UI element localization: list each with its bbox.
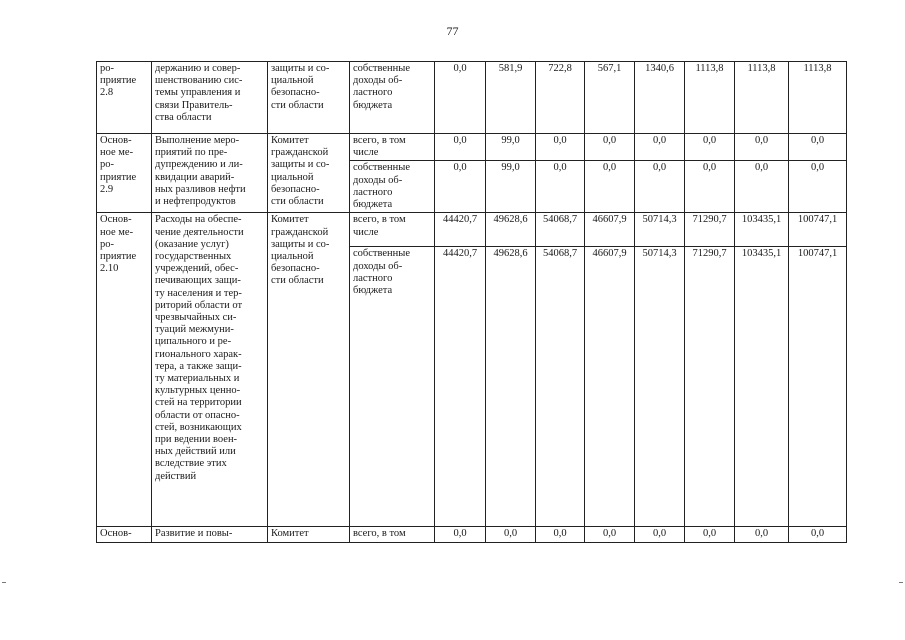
- amount-cell: 0,0: [635, 527, 685, 543]
- amount-cell: 99,0: [486, 134, 536, 161]
- executor-cell: Комитет гражданской защиты и со- циальной безопасно- сти области: [268, 213, 350, 527]
- measure-code-cell: ро- приятие 2.8: [97, 62, 152, 134]
- amount-cell: 100747,1: [789, 247, 847, 527]
- amount-cell: 0,0: [536, 161, 585, 213]
- executor-cell: Комитет: [268, 527, 350, 543]
- amount-cell: 103435,1: [735, 247, 789, 527]
- table-row: [97, 527, 847, 543]
- amount-cell: 1113,8: [789, 62, 847, 134]
- amount-cell: 0,0: [585, 134, 635, 161]
- amount-cell: 0,0: [435, 134, 486, 161]
- budget-table: [96, 61, 847, 543]
- amount-cell: 0,0: [435, 527, 486, 543]
- amount-cell: 0,0: [435, 161, 486, 213]
- table-row: [97, 134, 847, 161]
- measure-name-cell: Развитие и повы-: [152, 527, 268, 543]
- funding-source-cell: всего, в том числе: [350, 134, 435, 161]
- amount-cell: 0,0: [685, 134, 735, 161]
- scan-mark-right: [899, 582, 903, 583]
- amount-cell: 46607,9: [585, 213, 635, 247]
- amount-cell: 99,0: [486, 161, 536, 213]
- amount-cell: 54068,7: [536, 247, 585, 527]
- executor-cell: защиты и со- циальной безопасно- сти области: [268, 62, 350, 134]
- amount-cell: 0,0: [635, 134, 685, 161]
- amount-cell: 71290,7: [685, 247, 735, 527]
- funding-source-cell: всего, в том: [350, 527, 435, 543]
- measure-code-cell: Основ- ное ме- ро- приятие 2.9: [97, 134, 152, 213]
- amount-cell: 1340,6: [635, 62, 685, 134]
- amount-cell: 0,0: [789, 527, 847, 543]
- page-number: 77: [446, 24, 459, 38]
- amount-cell: 581,9: [486, 62, 536, 134]
- measure-name-cell: держанию и совер- шенствованию сис- темы управления и связи Правитель- ства области: [152, 62, 268, 134]
- amount-cell: 0,0: [789, 134, 847, 161]
- funding-source-cell: собственные доходы об- ластного бюджета: [350, 62, 435, 134]
- amount-cell: 0,0: [435, 62, 486, 134]
- amount-cell: 567,1: [585, 62, 635, 134]
- amount-cell: 0,0: [735, 134, 789, 161]
- table-row: [97, 62, 847, 134]
- funding-source-cell: всего, в том числе: [350, 213, 435, 247]
- amount-cell: 49628,6: [486, 213, 536, 247]
- amount-cell: 54068,7: [536, 213, 585, 247]
- amount-cell: 0,0: [685, 527, 735, 543]
- amount-cell: 1113,8: [735, 62, 789, 134]
- amount-cell: 0,0: [735, 527, 789, 543]
- measure-code-cell: Основ- ное ме- ро- приятие 2.10: [97, 213, 152, 527]
- amount-cell: 0,0: [685, 161, 735, 213]
- measure-code-cell: Основ-: [97, 527, 152, 543]
- funding-source-cell: собственные доходы об- ластного бюджета: [350, 161, 435, 213]
- table-row: [97, 213, 847, 247]
- measure-name-cell: Расходы на обеспе- чение деятельности (оказание услуг) государственных учреждений, обес- печивающих защи- ту населения и тер- риторий области от чрезвычайных си- туаций межмуни- ципального и ре- гионального харак- тера, а также защи- ту материальных и культурных ценно- стей на территории области от опасно- стей, возникающих при ведении воен- ных действий или вследствие этих действий: [152, 213, 268, 527]
- amount-cell: 0,0: [635, 161, 685, 213]
- amount-cell: 71290,7: [685, 213, 735, 247]
- amount-cell: 0,0: [585, 161, 635, 213]
- amount-cell: 46607,9: [585, 247, 635, 527]
- amount-cell: 1113,8: [685, 62, 735, 134]
- executor-cell: Комитет гражданской защиты и со- циальной безопасно- сти области: [268, 134, 350, 213]
- amount-cell: 0,0: [585, 527, 635, 543]
- amount-cell: 0,0: [536, 527, 585, 543]
- amount-cell: 103435,1: [735, 213, 789, 247]
- amount-cell: 44420,7: [435, 213, 486, 247]
- amount-cell: 722,8: [536, 62, 585, 134]
- amount-cell: 0,0: [735, 161, 789, 213]
- amount-cell: 0,0: [536, 134, 585, 161]
- amount-cell: 44420,7: [435, 247, 486, 527]
- funding-source-cell: собственные доходы об- ластного бюджета: [350, 247, 435, 527]
- measure-name-cell: Выполнение меро- приятий по пре- дупреждению и ли- квидации аварий- ных разливов нефти и нефтепродуктов: [152, 134, 268, 213]
- amount-cell: 50714,3: [635, 247, 685, 527]
- amount-cell: 0,0: [486, 527, 536, 543]
- amount-cell: 100747,1: [789, 213, 847, 247]
- scan-mark-left: [2, 582, 6, 583]
- amount-cell: 49628,6: [486, 247, 536, 527]
- amount-cell: 50714,3: [635, 213, 685, 247]
- amount-cell: 0,0: [789, 161, 847, 213]
